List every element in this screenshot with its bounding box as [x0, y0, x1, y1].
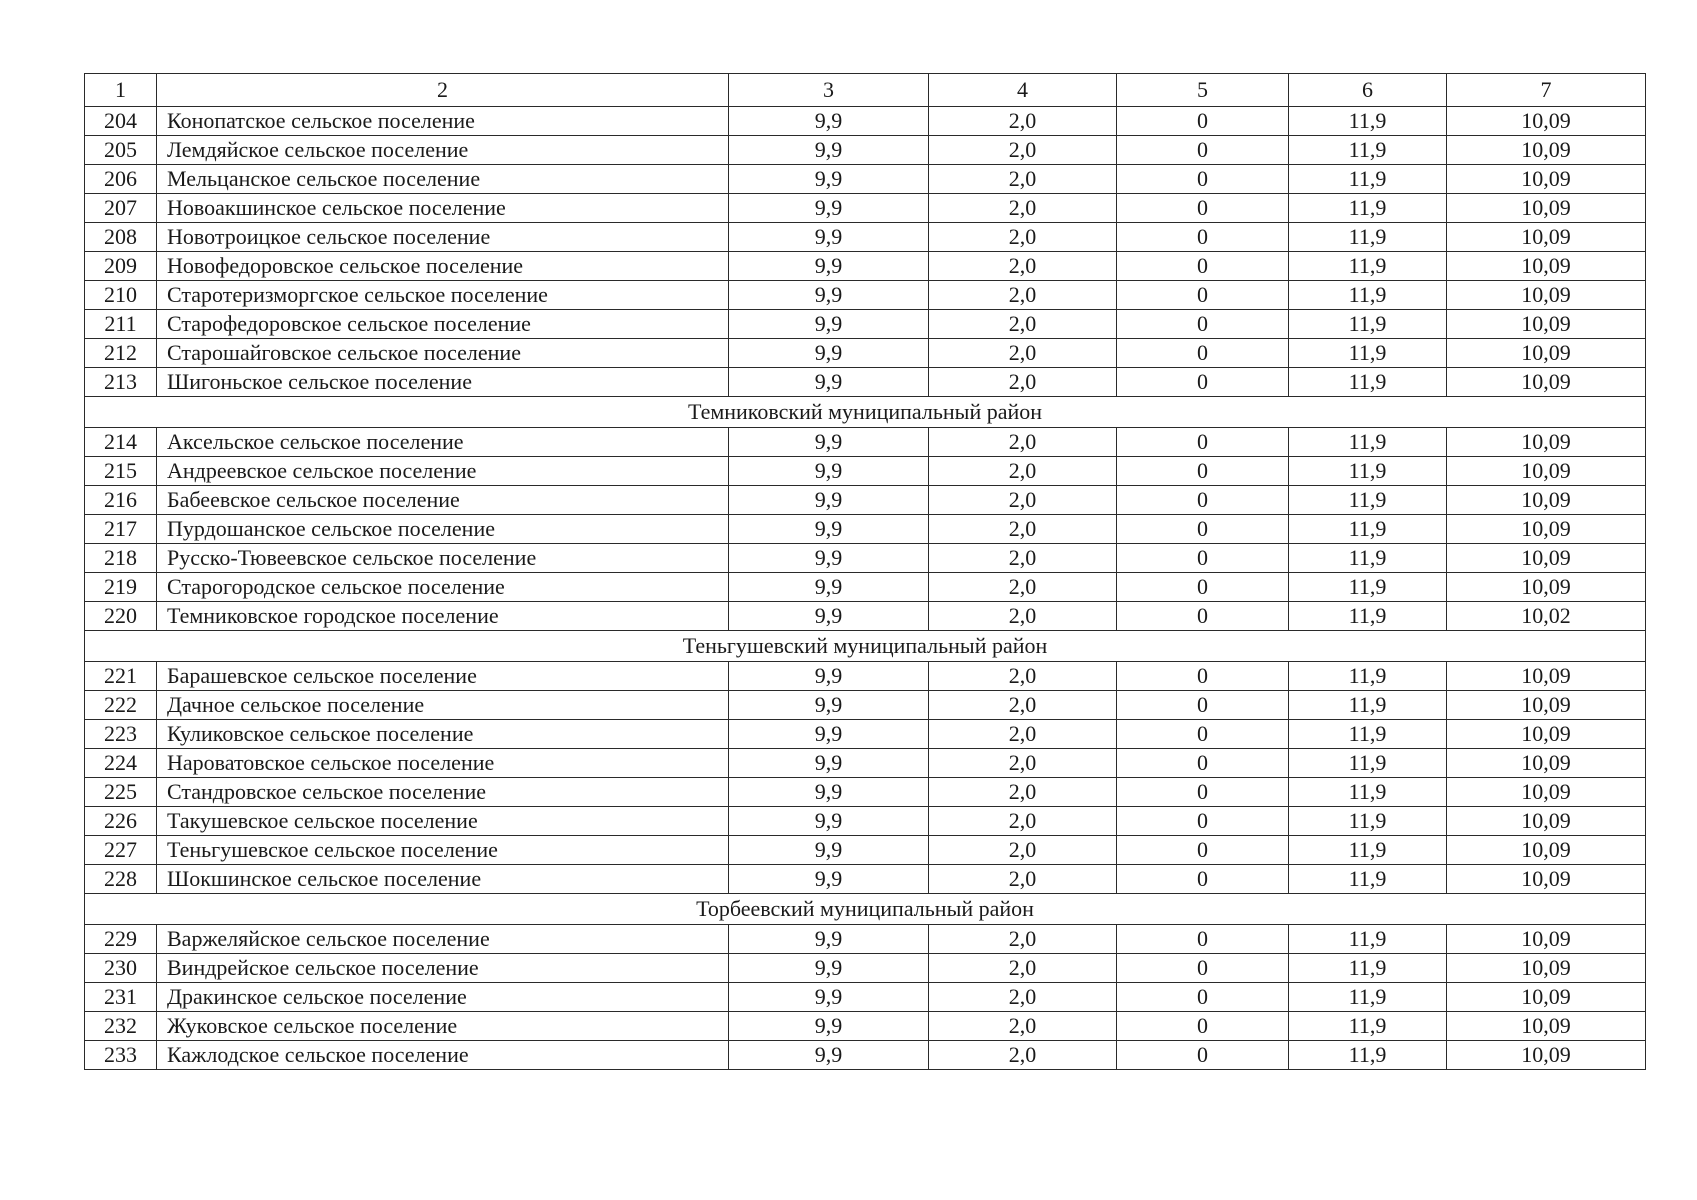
settlement-name: Нароватовское сельское поселение	[157, 749, 729, 778]
settlement-name: Барашевское сельское поселение	[157, 662, 729, 691]
value-col-7: 10,09	[1447, 836, 1646, 865]
settlement-name: Кажлодское сельское поселение	[157, 1041, 729, 1070]
value-col-6: 11,9	[1289, 691, 1447, 720]
column-number-7: 7	[1447, 74, 1646, 107]
value-col-7: 10,09	[1447, 310, 1646, 339]
value-col-7: 10,09	[1447, 1012, 1646, 1041]
value-col-6: 11,9	[1289, 457, 1447, 486]
row-number: 215	[85, 457, 157, 486]
settlement-name: Русско-Тювеевское сельское поселение	[157, 544, 729, 573]
row-number: 224	[85, 749, 157, 778]
settlement-name: Пурдошанское сельское поселение	[157, 515, 729, 544]
value-col-4: 2,0	[929, 194, 1117, 223]
settlement-name: Старогородское сельское поселение	[157, 573, 729, 602]
table-row	[85, 983, 1646, 1012]
value-col-7: 10,09	[1447, 165, 1646, 194]
value-col-6: 11,9	[1289, 281, 1447, 310]
table-row	[85, 223, 1646, 252]
district-group-row	[85, 397, 1646, 428]
table-row	[85, 836, 1646, 865]
value-col-5: 0	[1117, 1012, 1289, 1041]
settlement-name: Мельцанское сельское поселение	[157, 165, 729, 194]
value-col-7: 10,09	[1447, 281, 1646, 310]
value-col-3: 9,9	[729, 486, 929, 515]
row-number: 220	[85, 602, 157, 631]
value-col-7: 10,09	[1447, 428, 1646, 457]
value-col-7: 10,09	[1447, 865, 1646, 894]
table-row	[85, 954, 1646, 983]
value-col-7: 10,02	[1447, 602, 1646, 631]
row-number: 214	[85, 428, 157, 457]
row-number: 208	[85, 223, 157, 252]
settlement-name: Теньгушевское сельское поселение	[157, 836, 729, 865]
value-col-5: 0	[1117, 573, 1289, 602]
settlement-name: Новофедоровское сельское поселение	[157, 252, 729, 281]
value-col-5: 0	[1117, 865, 1289, 894]
table-row	[85, 428, 1646, 457]
value-col-6: 11,9	[1289, 107, 1447, 136]
value-col-6: 11,9	[1289, 165, 1447, 194]
value-col-3: 9,9	[729, 281, 929, 310]
value-col-5: 0	[1117, 749, 1289, 778]
value-col-7: 10,09	[1447, 223, 1646, 252]
table-row	[85, 1012, 1646, 1041]
row-number: 227	[85, 836, 157, 865]
value-col-3: 9,9	[729, 107, 929, 136]
value-col-3: 9,9	[729, 602, 929, 631]
district-title: Торбеевский муниципальный район	[85, 894, 1646, 925]
table-row	[85, 544, 1646, 573]
value-col-7: 10,09	[1447, 807, 1646, 836]
column-number-header-row	[85, 74, 1646, 107]
value-col-5: 0	[1117, 457, 1289, 486]
table-row	[85, 691, 1646, 720]
value-col-3: 9,9	[729, 515, 929, 544]
value-col-4: 2,0	[929, 339, 1117, 368]
settlement-name: Дракинское сельское поселение	[157, 983, 729, 1012]
value-col-5: 0	[1117, 368, 1289, 397]
row-number: 228	[85, 865, 157, 894]
value-col-5: 0	[1117, 165, 1289, 194]
value-col-4: 2,0	[929, 1041, 1117, 1070]
value-col-4: 2,0	[929, 720, 1117, 749]
value-col-6: 11,9	[1289, 515, 1447, 544]
settlement-name: Новоакшинское сельское поселение	[157, 194, 729, 223]
value-col-3: 9,9	[729, 954, 929, 983]
table-row	[85, 573, 1646, 602]
settlement-name: Виндрейское сельское поселение	[157, 954, 729, 983]
row-number: 226	[85, 807, 157, 836]
value-col-7: 10,09	[1447, 515, 1646, 544]
value-col-4: 2,0	[929, 865, 1117, 894]
value-col-4: 2,0	[929, 602, 1117, 631]
settlements-table	[84, 73, 1646, 1070]
value-col-7: 10,09	[1447, 573, 1646, 602]
value-col-5: 0	[1117, 662, 1289, 691]
settlement-name: Куликовское сельское поселение	[157, 720, 729, 749]
value-col-3: 9,9	[729, 136, 929, 165]
value-col-6: 11,9	[1289, 136, 1447, 165]
value-col-6: 11,9	[1289, 310, 1447, 339]
value-col-5: 0	[1117, 223, 1289, 252]
column-number-3: 3	[729, 74, 929, 107]
value-col-4: 2,0	[929, 223, 1117, 252]
column-number-1: 1	[85, 74, 157, 107]
value-col-3: 9,9	[729, 544, 929, 573]
value-col-5: 0	[1117, 1041, 1289, 1070]
table-row	[85, 865, 1646, 894]
settlement-name: Старотеризморгское сельское поселение	[157, 281, 729, 310]
value-col-3: 9,9	[729, 368, 929, 397]
value-col-3: 9,9	[729, 865, 929, 894]
value-col-7: 10,09	[1447, 457, 1646, 486]
value-col-5: 0	[1117, 194, 1289, 223]
value-col-6: 11,9	[1289, 662, 1447, 691]
value-col-3: 9,9	[729, 836, 929, 865]
value-col-5: 0	[1117, 428, 1289, 457]
value-col-4: 2,0	[929, 165, 1117, 194]
value-col-3: 9,9	[729, 165, 929, 194]
value-col-4: 2,0	[929, 778, 1117, 807]
district-title: Теньгушевский муниципальный район	[85, 631, 1646, 662]
table-row	[85, 602, 1646, 631]
value-col-5: 0	[1117, 107, 1289, 136]
value-col-6: 11,9	[1289, 865, 1447, 894]
value-col-5: 0	[1117, 252, 1289, 281]
row-number: 205	[85, 136, 157, 165]
settlement-name: Бабеевское сельское поселение	[157, 486, 729, 515]
value-col-5: 0	[1117, 339, 1289, 368]
district-group-row	[85, 631, 1646, 662]
value-col-7: 10,09	[1447, 1041, 1646, 1070]
settlement-name: Аксельское сельское поселение	[157, 428, 729, 457]
table-row	[85, 368, 1646, 397]
settlement-name: Старошайговское сельское поселение	[157, 339, 729, 368]
row-number: 217	[85, 515, 157, 544]
row-number: 231	[85, 983, 157, 1012]
table-row	[85, 252, 1646, 281]
value-col-7: 10,09	[1447, 136, 1646, 165]
value-col-3: 9,9	[729, 428, 929, 457]
value-col-6: 11,9	[1289, 339, 1447, 368]
settlement-name: Новотроицкое сельское поселение	[157, 223, 729, 252]
table-row	[85, 281, 1646, 310]
value-col-7: 10,09	[1447, 339, 1646, 368]
table-row	[85, 662, 1646, 691]
row-number: 225	[85, 778, 157, 807]
value-col-5: 0	[1117, 281, 1289, 310]
table-row	[85, 136, 1646, 165]
value-col-3: 9,9	[729, 1012, 929, 1041]
value-col-7: 10,09	[1447, 194, 1646, 223]
value-col-7: 10,09	[1447, 107, 1646, 136]
value-col-3: 9,9	[729, 223, 929, 252]
value-col-3: 9,9	[729, 1041, 929, 1070]
settlement-name: Андреевское сельское поселение	[157, 457, 729, 486]
value-col-4: 2,0	[929, 662, 1117, 691]
district-title: Темниковский муниципальный район	[85, 397, 1646, 428]
value-col-5: 0	[1117, 954, 1289, 983]
value-col-7: 10,09	[1447, 778, 1646, 807]
row-number: 218	[85, 544, 157, 573]
value-col-6: 11,9	[1289, 194, 1447, 223]
value-col-4: 2,0	[929, 428, 1117, 457]
row-number: 210	[85, 281, 157, 310]
value-col-5: 0	[1117, 486, 1289, 515]
settlement-name: Лемдяйское сельское поселение	[157, 136, 729, 165]
value-col-4: 2,0	[929, 954, 1117, 983]
row-number: 207	[85, 194, 157, 223]
value-col-7: 10,09	[1447, 954, 1646, 983]
settlement-name: Жуковское сельское поселение	[157, 1012, 729, 1041]
value-col-4: 2,0	[929, 368, 1117, 397]
settlement-name: Шигоньское сельское поселение	[157, 368, 729, 397]
table-row	[85, 194, 1646, 223]
value-col-5: 0	[1117, 310, 1289, 339]
column-number-5: 5	[1117, 74, 1289, 107]
value-col-6: 11,9	[1289, 807, 1447, 836]
value-col-6: 11,9	[1289, 602, 1447, 631]
value-col-3: 9,9	[729, 778, 929, 807]
value-col-6: 11,9	[1289, 1012, 1447, 1041]
table-row	[85, 720, 1646, 749]
settlement-name: Такушевское сельское поселение	[157, 807, 729, 836]
table-row	[85, 165, 1646, 194]
value-col-6: 11,9	[1289, 778, 1447, 807]
value-col-4: 2,0	[929, 983, 1117, 1012]
column-number-2: 2	[157, 74, 729, 107]
row-number: 204	[85, 107, 157, 136]
value-col-3: 9,9	[729, 457, 929, 486]
value-col-5: 0	[1117, 925, 1289, 954]
value-col-4: 2,0	[929, 691, 1117, 720]
value-col-6: 11,9	[1289, 573, 1447, 602]
row-number: 211	[85, 310, 157, 339]
value-col-3: 9,9	[729, 807, 929, 836]
row-number: 232	[85, 1012, 157, 1041]
row-number: 216	[85, 486, 157, 515]
value-col-7: 10,09	[1447, 749, 1646, 778]
settlement-name: Старофедоровское сельское поселение	[157, 310, 729, 339]
value-col-6: 11,9	[1289, 720, 1447, 749]
value-col-7: 10,09	[1447, 720, 1646, 749]
value-col-7: 10,09	[1447, 544, 1646, 573]
value-col-3: 9,9	[729, 310, 929, 339]
value-col-6: 11,9	[1289, 1041, 1447, 1070]
table-row	[85, 807, 1646, 836]
row-number: 222	[85, 691, 157, 720]
value-col-4: 2,0	[929, 107, 1117, 136]
value-col-4: 2,0	[929, 836, 1117, 865]
value-col-5: 0	[1117, 544, 1289, 573]
row-number: 233	[85, 1041, 157, 1070]
value-col-3: 9,9	[729, 749, 929, 778]
settlement-name: Темниковское городское поселение	[157, 602, 729, 631]
row-number: 213	[85, 368, 157, 397]
value-col-5: 0	[1117, 778, 1289, 807]
row-number: 209	[85, 252, 157, 281]
value-col-4: 2,0	[929, 749, 1117, 778]
value-col-4: 2,0	[929, 310, 1117, 339]
value-col-7: 10,09	[1447, 368, 1646, 397]
value-col-7: 10,09	[1447, 486, 1646, 515]
table-row	[85, 778, 1646, 807]
value-col-4: 2,0	[929, 807, 1117, 836]
value-col-5: 0	[1117, 691, 1289, 720]
table-body	[85, 74, 1646, 1070]
value-col-6: 11,9	[1289, 252, 1447, 281]
settlement-name: Конопатское сельское поселение	[157, 107, 729, 136]
row-number: 212	[85, 339, 157, 368]
value-col-7: 10,09	[1447, 925, 1646, 954]
value-col-4: 2,0	[929, 252, 1117, 281]
value-col-5: 0	[1117, 836, 1289, 865]
district-group-row	[85, 894, 1646, 925]
table-row	[85, 925, 1646, 954]
value-col-6: 11,9	[1289, 954, 1447, 983]
table-row	[85, 107, 1646, 136]
row-number: 230	[85, 954, 157, 983]
value-col-3: 9,9	[729, 983, 929, 1012]
table-row	[85, 339, 1646, 368]
table-row	[85, 515, 1646, 544]
value-col-5: 0	[1117, 807, 1289, 836]
value-col-6: 11,9	[1289, 223, 1447, 252]
value-col-3: 9,9	[729, 194, 929, 223]
row-number: 223	[85, 720, 157, 749]
value-col-7: 10,09	[1447, 252, 1646, 281]
settlement-name: Дачное сельское поселение	[157, 691, 729, 720]
value-col-6: 11,9	[1289, 486, 1447, 515]
value-col-3: 9,9	[729, 691, 929, 720]
value-col-5: 0	[1117, 136, 1289, 165]
value-col-4: 2,0	[929, 281, 1117, 310]
settlement-name: Варжеляйское сельское поселение	[157, 925, 729, 954]
value-col-7: 10,09	[1447, 691, 1646, 720]
table-row	[85, 486, 1646, 515]
value-col-3: 9,9	[729, 339, 929, 368]
value-col-4: 2,0	[929, 486, 1117, 515]
value-col-3: 9,9	[729, 252, 929, 281]
value-col-4: 2,0	[929, 515, 1117, 544]
value-col-6: 11,9	[1289, 428, 1447, 457]
row-number: 206	[85, 165, 157, 194]
value-col-7: 10,09	[1447, 662, 1646, 691]
value-col-6: 11,9	[1289, 749, 1447, 778]
value-col-4: 2,0	[929, 136, 1117, 165]
value-col-3: 9,9	[729, 573, 929, 602]
value-col-6: 11,9	[1289, 836, 1447, 865]
value-col-4: 2,0	[929, 457, 1117, 486]
value-col-5: 0	[1117, 515, 1289, 544]
value-col-7: 10,09	[1447, 983, 1646, 1012]
value-col-5: 0	[1117, 983, 1289, 1012]
table-row	[85, 310, 1646, 339]
column-number-6: 6	[1289, 74, 1447, 107]
value-col-6: 11,9	[1289, 544, 1447, 573]
value-col-4: 2,0	[929, 573, 1117, 602]
table-row	[85, 1041, 1646, 1070]
value-col-4: 2,0	[929, 1012, 1117, 1041]
value-col-6: 11,9	[1289, 925, 1447, 954]
column-number-4: 4	[929, 74, 1117, 107]
value-col-5: 0	[1117, 602, 1289, 631]
value-col-3: 9,9	[729, 925, 929, 954]
value-col-5: 0	[1117, 720, 1289, 749]
row-number: 229	[85, 925, 157, 954]
value-col-6: 11,9	[1289, 368, 1447, 397]
table-row	[85, 457, 1646, 486]
table-row	[85, 749, 1646, 778]
row-number: 219	[85, 573, 157, 602]
value-col-4: 2,0	[929, 925, 1117, 954]
value-col-6: 11,9	[1289, 983, 1447, 1012]
row-number: 221	[85, 662, 157, 691]
settlement-name: Шокшинское сельское поселение	[157, 865, 729, 894]
value-col-3: 9,9	[729, 662, 929, 691]
settlement-name: Стандровское сельское поселение	[157, 778, 729, 807]
value-col-4: 2,0	[929, 544, 1117, 573]
value-col-3: 9,9	[729, 720, 929, 749]
